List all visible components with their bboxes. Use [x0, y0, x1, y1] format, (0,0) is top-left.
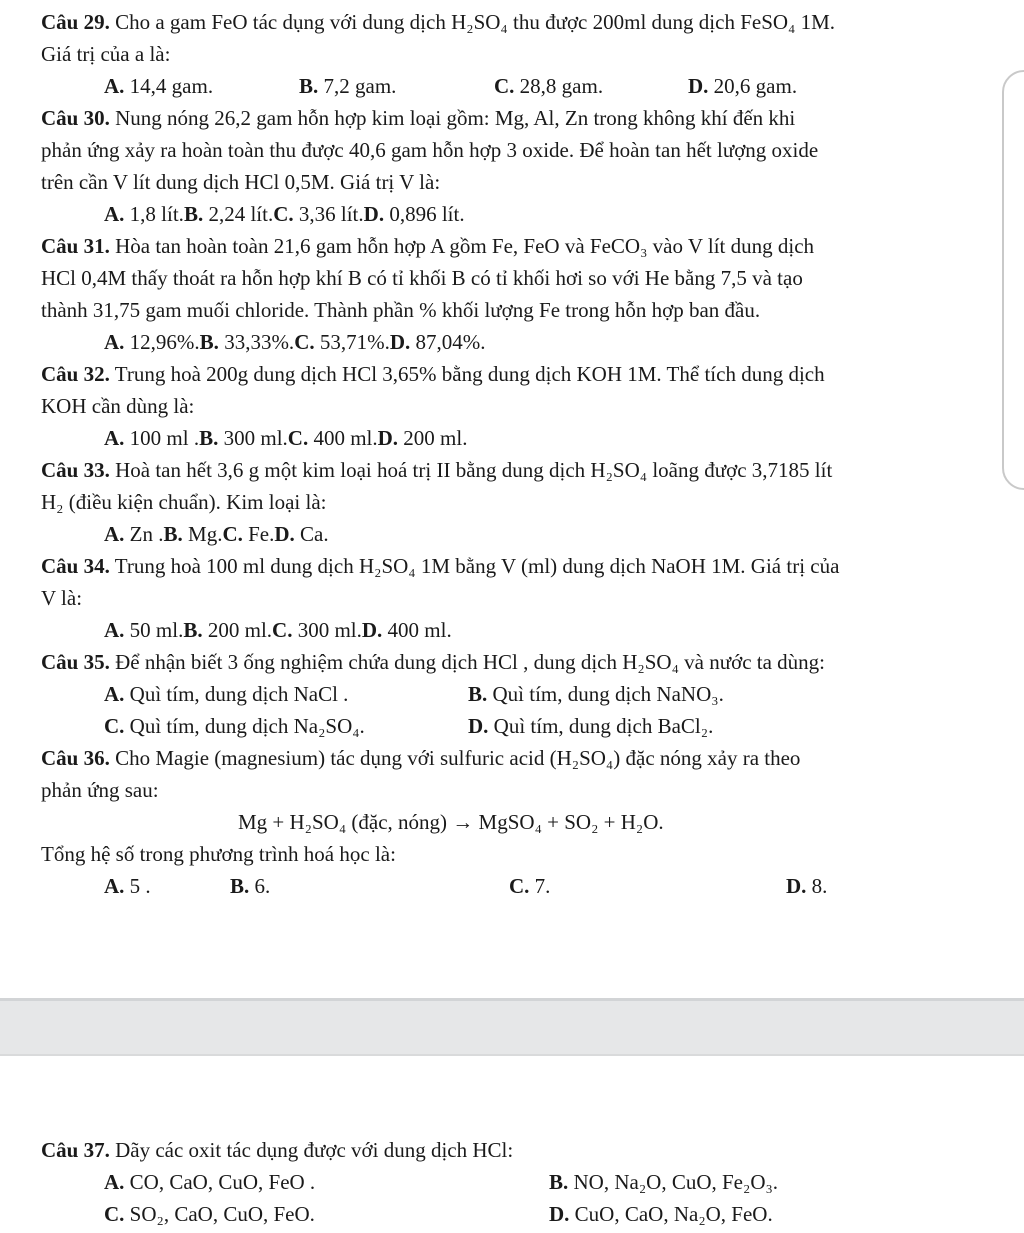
question-number: Câu 36.	[41, 746, 110, 770]
option-a: A. Quì tím, dung dịch NaCl .	[104, 682, 349, 706]
question-number: Câu 35.	[41, 650, 110, 674]
question-29	[41, 8, 835, 36]
question-text: Nung nóng 26,2 gam hỗn hợp kim loại gồm: Mg, Al, Zn trong không khí đến khi	[109, 106, 796, 130]
question-text-cont: trên cần V lít dung dịch HCl 0,5M. Giá trị V là:	[41, 170, 441, 194]
question-text-cont: V là:	[41, 586, 83, 610]
option-d: D. 8.	[786, 874, 828, 898]
question-text-cont: HCl 0,4M thấy thoát ra hỗn hợp khí B có tỉ khối B có tỉ khối hơi so với He bằng 7,5 và tạo	[41, 266, 803, 290]
scroll-edge-decoration	[1002, 70, 1024, 490]
question-text: Trung hoà 200g dung dịch HCl 3,65% bằng dung dịch KOH 1M. Thể tích dung dịch	[109, 362, 825, 386]
options-row: A. 1,8 lít.B. 2,24 lít.C. 3,36 lít.D. 0,896 lít.	[104, 202, 465, 226]
question-number: Câu 33.	[41, 458, 110, 482]
question-number: Câu 32.	[41, 362, 110, 386]
question-text-cont: Giá trị của a là:	[41, 42, 171, 66]
question-text-cont: KOH cần dùng là:	[41, 394, 195, 418]
question-33	[41, 456, 832, 484]
question-text: Cho a gam FeO tác dụng với dung dịch H₂SO₄ thu được 200ml dung dịch FeSO₄ 1M.	[109, 10, 836, 34]
question-text-cont: H₂ (điều kiện chuẩn). Kim loại là:	[41, 490, 327, 514]
question-32	[41, 360, 825, 388]
option-d: D. CuO, CaO, Na₂O, FeO.	[549, 1202, 773, 1226]
option-b: B. 7,2 gam.	[299, 74, 397, 98]
question-37	[41, 1136, 513, 1164]
question-text-cont: phản ứng xảy ra hoàn toàn thu được 40,6 gam hỗn hợp 3 oxide. Để hoàn tan hết lượng oxide	[41, 138, 819, 162]
option-a: A. CO, CaO, CuO, FeO .	[104, 1170, 316, 1194]
question-text: Hoà tan hết 3,6 g một kim loại hoá trị II bằng dung dịch H₂SO₄ loãng được 3,7185 lít	[109, 458, 833, 482]
option-d: D. 20,6 gam.	[688, 74, 798, 98]
option-b: B. NO, Na₂O, CuO, Fe₂O₃.	[549, 1170, 779, 1194]
option-c: C. 28,8 gam.	[494, 74, 604, 98]
question-35	[41, 648, 825, 676]
option-a: A. 5 .	[104, 874, 151, 898]
chemical-equation: Mg + H₂SO₄ (đặc, nóng) → MgSO₄ + SO₂ + H₂O.	[238, 810, 664, 834]
option-b: B. Quì tím, dung dịch NaNO₃.	[468, 682, 724, 706]
question-number: Câu 29.	[41, 10, 110, 34]
option-d: D. Quì tím, dung dịch BaCl₂.	[468, 714, 714, 738]
option-b: B. 6.	[230, 874, 271, 898]
option-c: C. SO₂, CaO, CuO, FeO.	[104, 1202, 315, 1226]
question-number: Câu 34.	[41, 554, 110, 578]
option-a: A. 14,4 gam.	[104, 74, 214, 98]
document-page-2	[0, 1056, 1024, 1233]
question-text: Dãy các oxit tác dụng được với dung dịch HCl:	[109, 1138, 514, 1162]
question-text: Để nhận biết 3 ống nghiệm chứa dung dịch HCl , dung dịch H₂SO₄ và nước ta dùng:	[109, 650, 826, 674]
question-number: Câu 37.	[41, 1138, 110, 1162]
options-row: A. 12,96%.B. 33,33%.C. 53,71%.D. 87,04%.	[104, 330, 486, 354]
options-row: A. Zn .B. Mg.C. Fe.D. Ca.	[104, 522, 329, 546]
question-text: Cho Magie (magnesium) tác dụng với sulfuric acid (H₂SO₄) đặc nóng xảy ra theo	[109, 746, 801, 770]
page-separator	[0, 998, 1024, 1056]
question-text: Hòa tan hoàn toàn 21,6 gam hỗn hợp A gồm Fe, FeO và FeCO₃ vào V lít dung dịch	[109, 234, 815, 258]
question-31	[41, 232, 814, 260]
question-text: Trung hoà 100 ml dung dịch H₂SO₄ 1M bằng V (ml) dung dịch NaOH 1M. Giá trị của	[109, 554, 840, 578]
options-row: A. 100 ml .B. 300 ml.C. 400 ml.D. 200 ml.	[104, 426, 468, 450]
question-text-cont: Tổng hệ số trong phương trình hoá học là:	[41, 842, 396, 866]
question-34	[41, 552, 839, 580]
options-row: A. 50 ml.B. 200 ml.C. 300 ml.D. 400 ml.	[104, 618, 452, 642]
question-36	[41, 744, 800, 772]
question-30	[41, 104, 795, 132]
question-text-cont: thành 31,75 gam muối chloride. Thành phần % khối lượng Fe trong hỗn hợp ban đầu.	[41, 298, 761, 322]
option-c: C. 7.	[509, 874, 551, 898]
question-number: Câu 30.	[41, 106, 110, 130]
question-number: Câu 31.	[41, 234, 110, 258]
option-c: C. Quì tím, dung dịch Na₂SO₄.	[104, 714, 365, 738]
question-text-cont: phản ứng sau:	[41, 778, 159, 802]
